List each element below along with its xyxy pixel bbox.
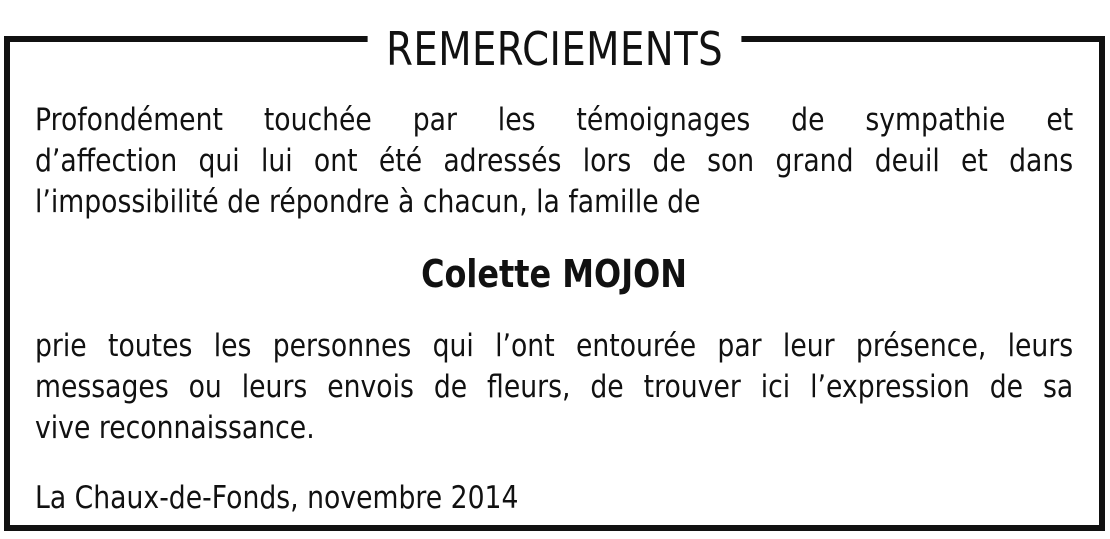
notice-title: REMERCIEMENTS <box>368 26 742 72</box>
intro-line: Profondément touchée par les témoignages de sympathie et <box>35 102 1074 138</box>
intro-line: d’affection qui lui ont été adressés lors de son grand deuil et dans <box>35 143 1074 179</box>
message-paragraph <box>35 326 1073 449</box>
message-line: prie toutes les personnes qui l’ont entourée par leur présence, leurs <box>35 328 1074 364</box>
notice-content <box>35 100 1073 520</box>
deceased-name: Colette MOJON <box>421 252 687 296</box>
message-line: vive reconnaissance. <box>35 410 315 446</box>
intro-paragraph <box>35 100 1073 223</box>
intro-line: l’impossibilité de répondre à chacun, la famille de <box>35 184 701 220</box>
place-and-date: La Chaux-de-Fonds, novembre 2014 <box>35 480 519 516</box>
message-line: messages ou leurs envois de fleurs, de trouver ici l’expression de sa <box>35 369 1074 405</box>
